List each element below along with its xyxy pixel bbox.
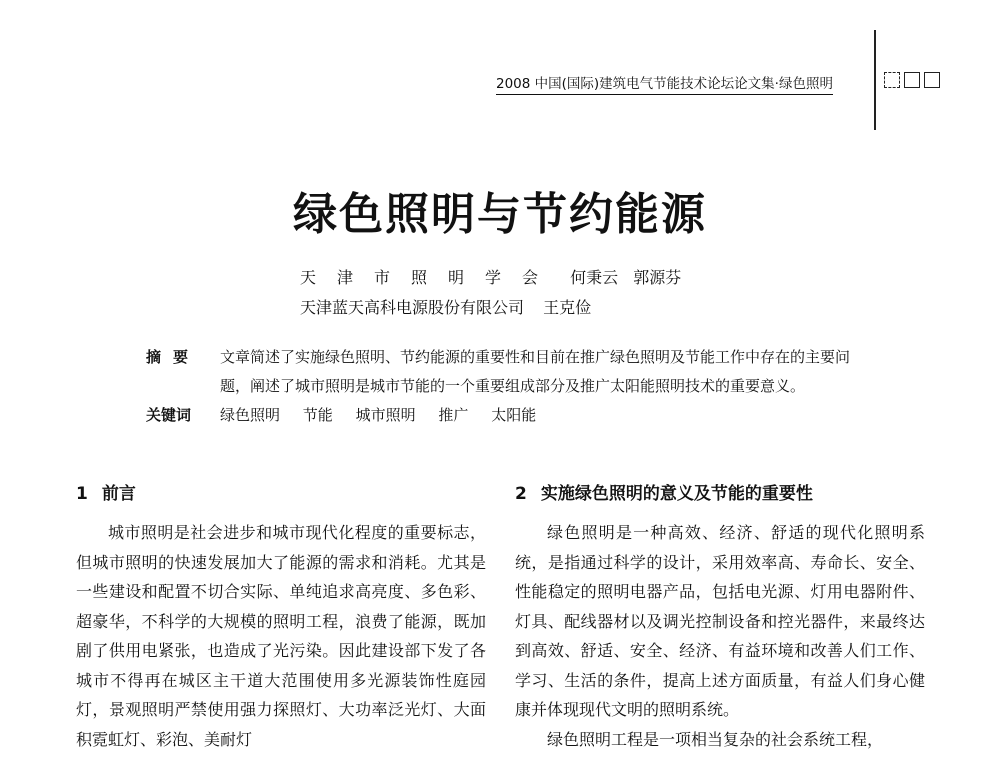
section-number: 2 bbox=[515, 484, 527, 504]
body-paragraph: 绿色照明是一种高效、经济、舒适的现代化照明系统，是指通过科学的设计，采用效率高、寿命长、安全、性能稳定的照明电器产品，包括电光源、灯用电器附件、灯具、配线器材以及调光控制设备和控光器件，来最终达到高效、舒适、安全、经济、有益环境和改善人们工作、学习、生活的条件，提高上述方面质量，有益人们身心健康并体现现代文明的照明系统。 bbox=[515, 523, 925, 719]
keyword: 绿色照明 bbox=[220, 406, 281, 424]
keyword: 城市照明 bbox=[355, 406, 416, 424]
keyword: 推广 bbox=[438, 406, 469, 424]
paper-title: 绿色照明与节约能源 bbox=[293, 189, 707, 240]
author-line-2 bbox=[300, 293, 681, 323]
author-name: 何秉云 bbox=[570, 268, 619, 287]
abstract-label: 摘要 bbox=[146, 348, 201, 366]
author-name: 王克俭 bbox=[543, 298, 592, 317]
section-number: 1 bbox=[76, 484, 88, 504]
page-number-boxes bbox=[884, 72, 940, 88]
abstract-block bbox=[146, 343, 866, 430]
running-head: 2008 中国(国际)建筑电气节能技术论坛论文集·绿色照明 bbox=[496, 72, 833, 95]
column-right bbox=[515, 480, 925, 754]
page-box bbox=[884, 72, 900, 88]
page-box bbox=[924, 72, 940, 88]
keyword: 节能 bbox=[302, 406, 333, 424]
header-vertical-rule bbox=[874, 30, 876, 130]
section-title: 实施绿色照明的意义及节能的重要性 bbox=[540, 484, 813, 504]
column-left bbox=[76, 480, 486, 754]
keywords-label: 关键词 bbox=[146, 406, 192, 424]
author-line-1 bbox=[300, 263, 681, 293]
keyword: 太阳能 bbox=[491, 406, 537, 424]
abstract-row bbox=[146, 343, 866, 401]
abstract-text: 文章简述了实施绿色照明、节约能源的重要性和目前在推广绿色照明及节能工作中存在的主要问题，阐述了城市照明是城市节能的一个重要组成部分及推广太阳能照明技术的重要意义。 bbox=[220, 348, 851, 395]
page-box bbox=[904, 72, 920, 88]
section-heading bbox=[515, 480, 925, 510]
body-paragraph: 绿色照明工程是一项相当复杂的社会系统工程， bbox=[547, 729, 884, 749]
keywords-list bbox=[220, 401, 850, 430]
author-block bbox=[300, 263, 681, 323]
section-heading bbox=[76, 480, 486, 510]
section-title: 前言 bbox=[101, 484, 136, 504]
keywords-row bbox=[146, 401, 866, 430]
affiliation-2: 天津蓝天高科电源股份有限公司 bbox=[300, 298, 525, 317]
author-name: 郭源芬 bbox=[633, 268, 682, 287]
affiliation-1: 天津市照明学会 bbox=[300, 268, 560, 287]
body-paragraph: 城市照明是社会进步和城市现代化程度的重要标志，但城市照明的快速发展加大了能源的需求和消耗。尤其是一些建设和配置不切合实际、单纯追求高亮度、多色彩、超豪华，不科学的大规模的照明工程，浪费了能源，既加剧了供用电紧张，也造成了光污染。因此建设部下发了各城市不得再在城区主干道大范围使用多光源装饰性庭园灯，景观照明严禁使用强力探照灯、大功率泛光灯、大面积霓虹灯、彩泡、美耐灯 bbox=[76, 523, 486, 749]
